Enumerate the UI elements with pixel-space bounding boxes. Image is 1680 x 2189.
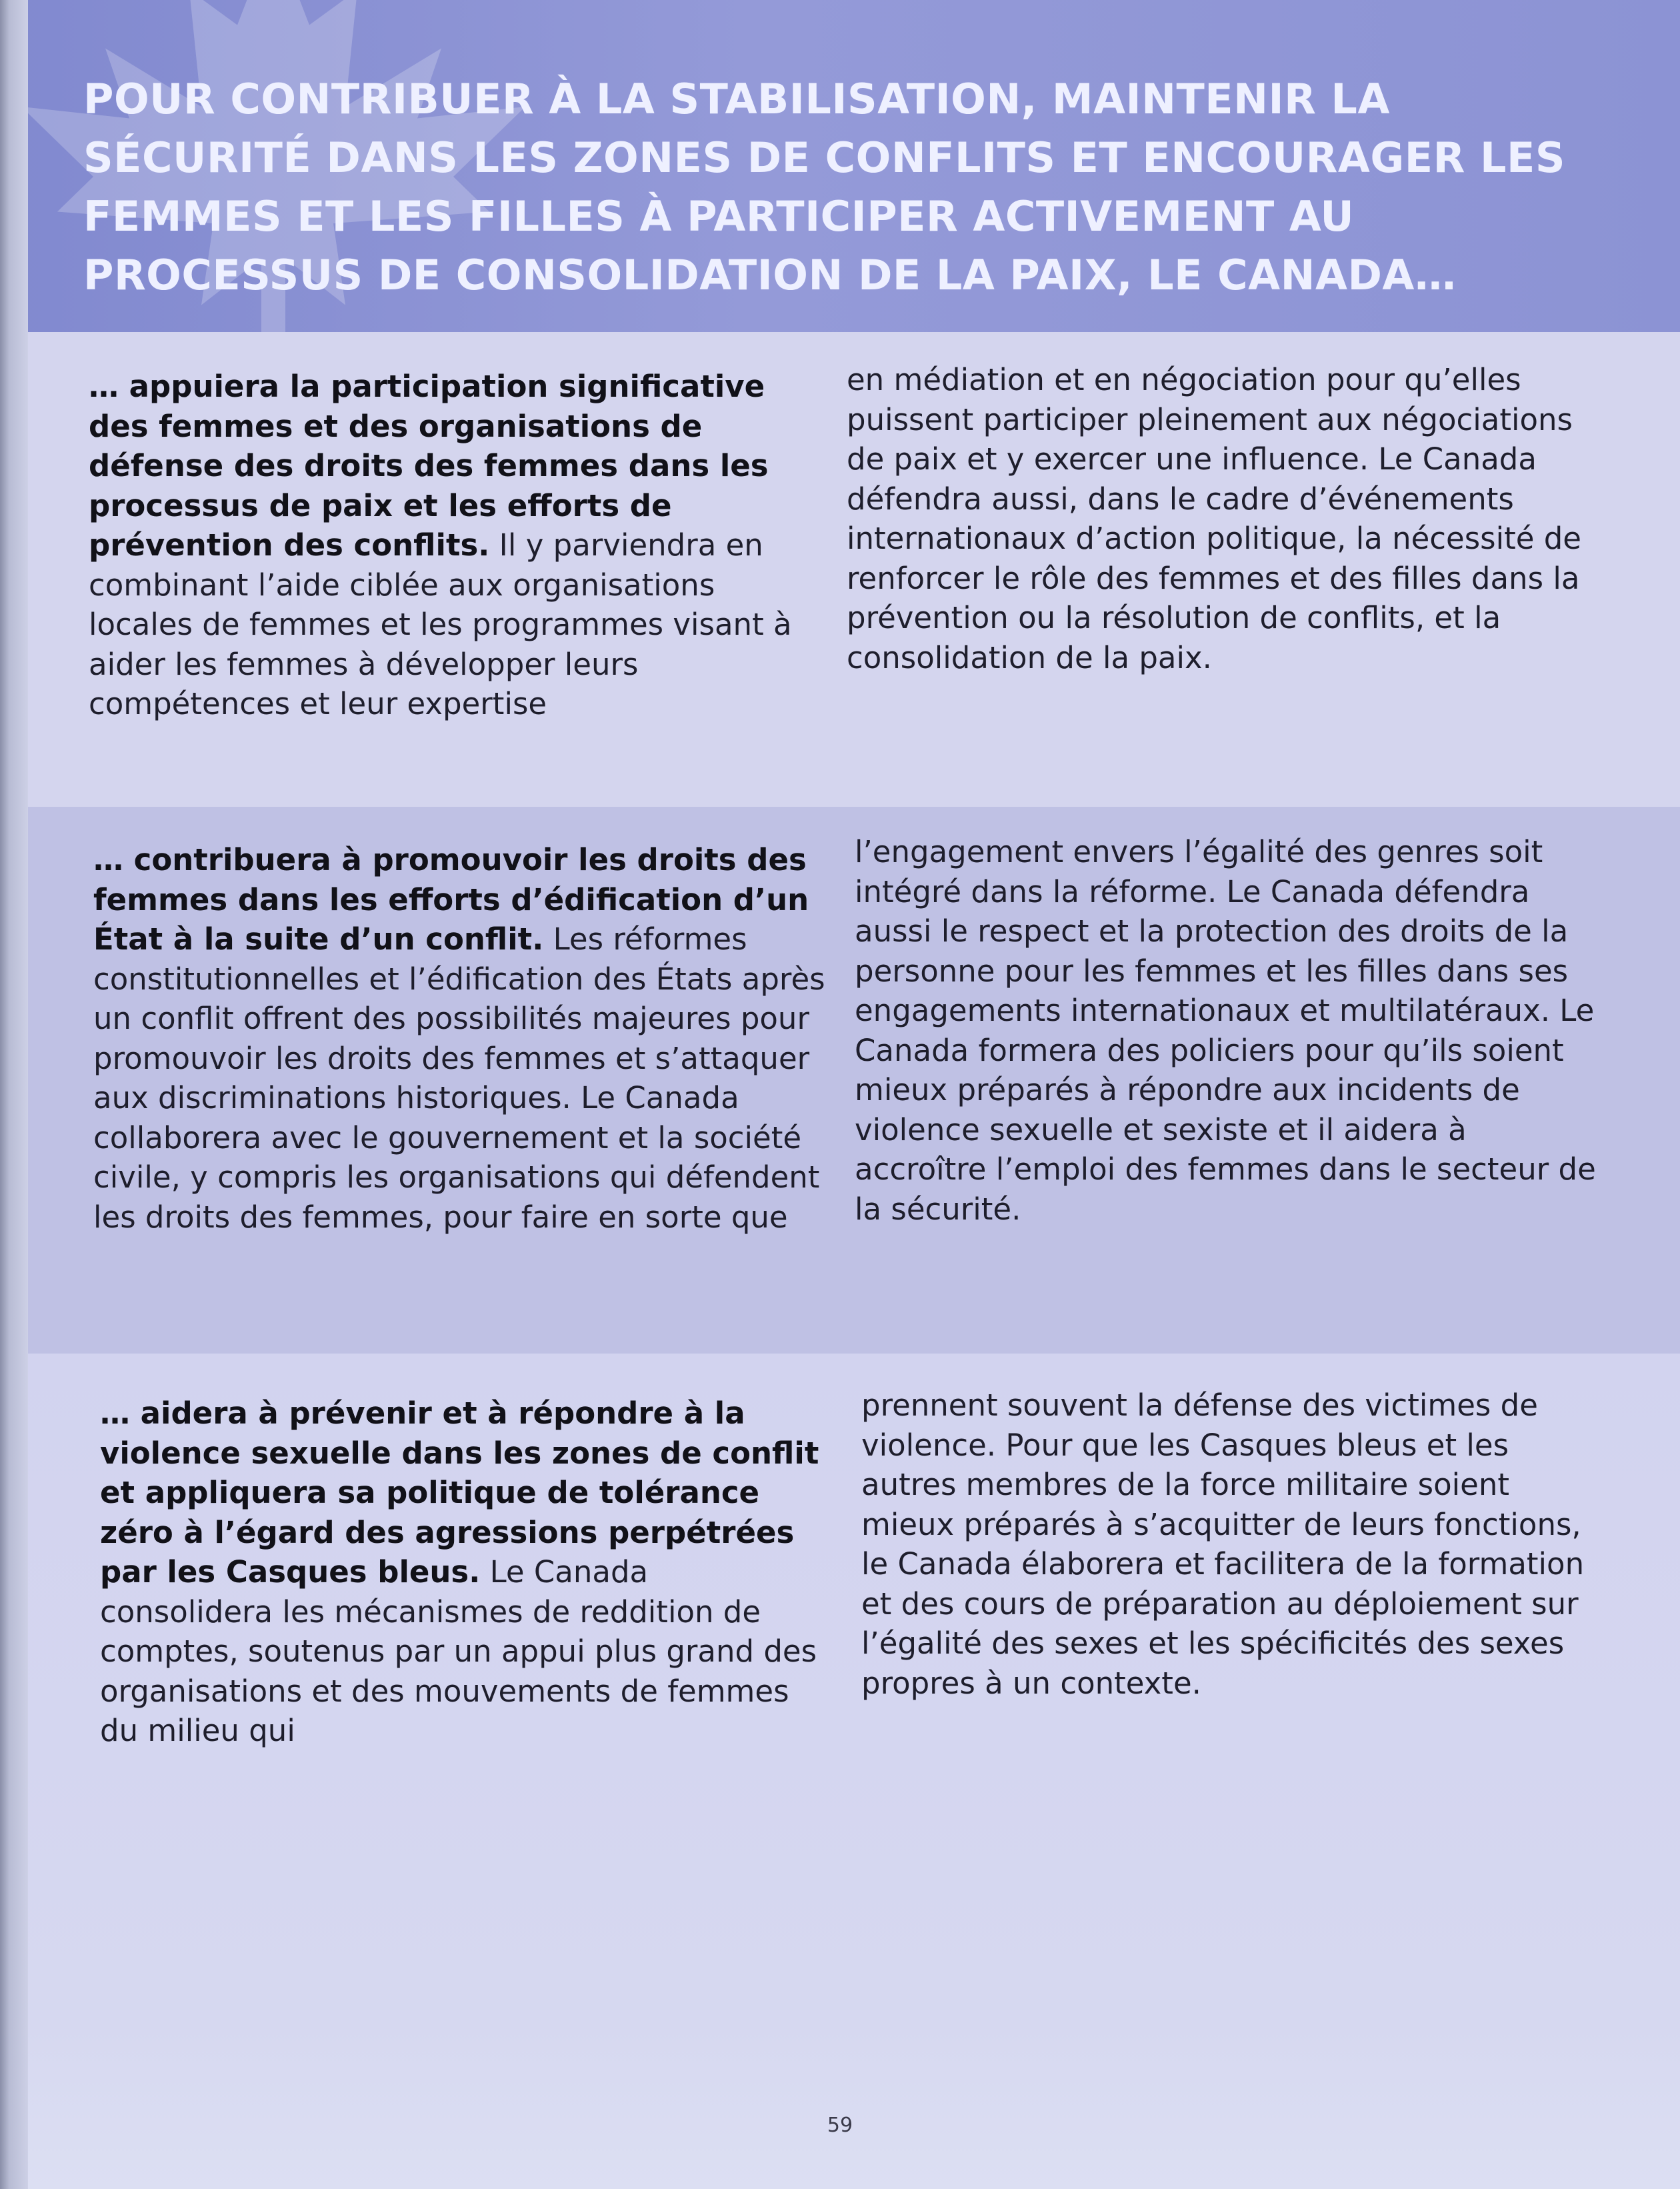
section-2-right-column: l’engagement envers l’égalité des genres soit intégré dans la réforme. Le Canada défendra aussi le respect et la protection des droits de la personne pour les femmes et les filles dans ses engagements internationaux et multilatéraux. Le Canada formera des policiers pour qu’ils soient mieux préparés à répondre aux incidents de violence sexuelle et sexiste et il aidera à accroître l’emploi des femmes dans le secteur de la sécurité.	[855, 834, 1596, 1227]
section-3-left-column	[100, 1394, 827, 1751]
section-2-left-text: Les réformes constitutionnelles et l’édification des États après un conflit offrent des possibilités majeures pour promouvoir les droits des femmes et s’attaquer aux discriminations historiques. Le Canada collaborera avec le gouvernement et la société civile, y compris les organisations qui défendent les droits des femmes, pour faire en sorte que	[93, 921, 825, 1235]
page-number: 59	[827, 2114, 853, 2137]
section-2-lead: … contribuera à promouvoir les droits des femmes dans les efforts d’édification d’un État à la suite d’un conflit.	[93, 842, 809, 957]
page-heading: POUR CONTRIBUER À LA STABILISATION, MAINTENIR LA SÉCURITÉ DANS LES ZONES DE CONFLITS ET ENCOURAGER LES FEMMES ET LES FILLES À PARTICIPER ACTIVEMENT AU PROCESSUS DE CONSOLIDATION DE LA PAIX, LE CANADA…	[83, 75, 1565, 299]
header-band	[0, 0, 1680, 332]
section-2-left-column	[93, 840, 833, 1237]
section-3-right-column: prennent souvent la défense des victimes de violence. Pour que les Casques bleus et les autres membres de la force militaire soient mieux préparés à s’acquitter de leurs fonctions, le Canada élaborera et facilitera de la formation et des cours de préparation au déploiement sur l’égalité des sexes et les spécificités des sexes propres à un contexte.	[861, 1388, 1585, 1701]
section-3-left-text: Le Canada consolidera les mécanismes de reddition de comptes, soutenus par un appui plus grand des organisations et des mouvements de femmes du milieu qui	[100, 1554, 817, 1748]
binding-edge	[0, 0, 28, 2189]
section-1-left-column	[89, 367, 815, 724]
section-1-left-text: Il y parviendra en combinant l’aide ciblée aux organisations locales de femmes et les programmes visant à aider les femmes à développer leurs compétences et leur expertise	[89, 527, 792, 721]
section-3-lead: … aidera à prévenir et à répondre à la violence sexuelle dans les zones de conflit et appliquera sa politique de tolérance zéro à l’égard des agressions perpétrées par les Casques bleus.	[100, 1396, 819, 1590]
section-1-right-column: en médiation et en négociation pour qu’elles puissent participer pleinement aux négociations de paix et y exercer une influence. Le Canada défendra aussi, dans le cadre d’événements internationaux d’action politique, la nécessité de renforcer le rôle des femmes et des filles dans la prévention ou la résolution de conflits, et la consolidation de la paix.	[847, 362, 1581, 675]
section-1-lead: … appuiera la participation significative des femmes et des organisations de défense des droits des femmes dans les processus de paix et les efforts de prévention des conflits.	[89, 369, 769, 563]
